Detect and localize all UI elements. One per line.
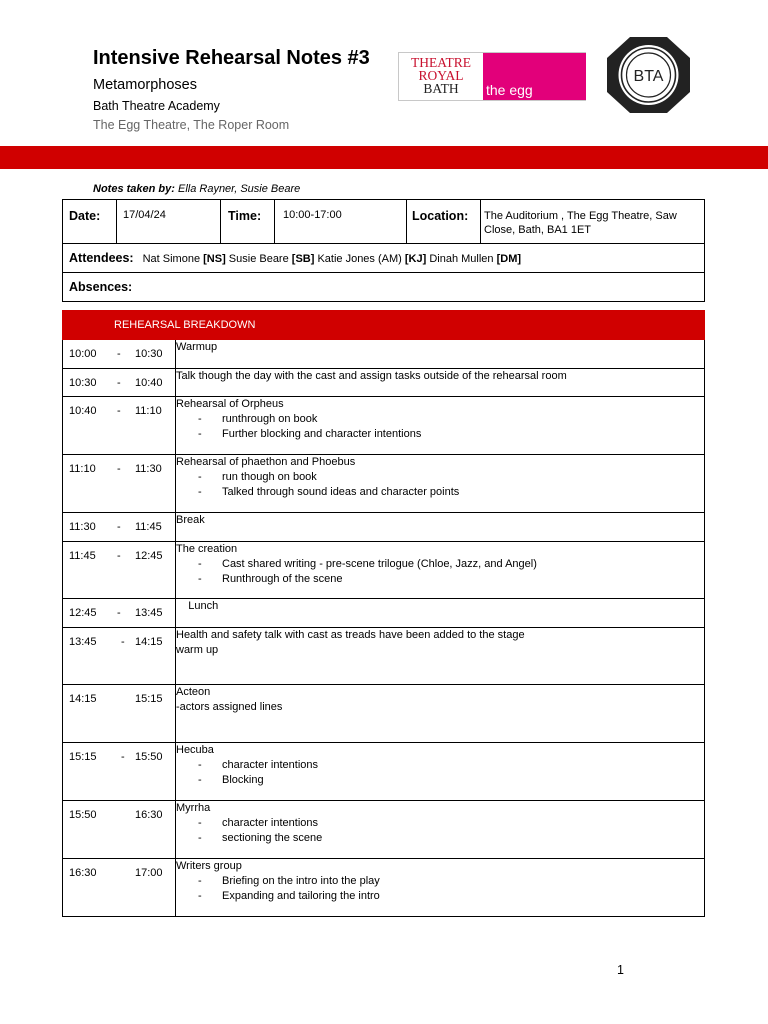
schedule-row	[63, 599, 705, 628]
location-label-cell	[407, 200, 481, 244]
bullet-text: runthrough on book	[222, 413, 318, 425]
time-label: Time:	[228, 209, 262, 223]
time-dash: -	[117, 405, 121, 417]
activity-text: warm up	[176, 644, 219, 656]
activity-text: Talk though the day with the cast and assign tasks outside of the rehearsal room	[176, 370, 567, 382]
activity-bullet	[176, 470, 704, 485]
time-cell	[63, 743, 176, 801]
production-name: Metamorphoses	[93, 77, 197, 93]
time-dash: -	[121, 636, 125, 648]
start-time: 10:00	[69, 348, 97, 360]
time-dash: -	[117, 521, 121, 533]
activity-cell	[176, 397, 705, 455]
activity-text: Warmup	[176, 341, 218, 353]
bullet-dash-icon: -	[198, 573, 202, 585]
start-time: 11:45	[69, 550, 96, 562]
end-time: 15:15	[135, 693, 163, 705]
time-cell	[63, 542, 176, 599]
schedule-row	[63, 369, 705, 397]
trb-wordmark	[399, 53, 483, 100]
trb-line1: THEATRE	[411, 55, 471, 70]
start-time: 15:15	[69, 751, 97, 763]
end-time: 11:30	[135, 463, 162, 475]
date-label-cell	[63, 200, 117, 244]
activity-bullet	[176, 427, 704, 442]
start-time: 15:50	[69, 809, 97, 821]
trb-line2: ROYAL	[418, 68, 464, 83]
attendees-label: Attendees:	[69, 251, 134, 265]
attendee-fragment: [SB]	[291, 253, 315, 265]
schedule-row	[63, 859, 705, 917]
activity-cell	[176, 743, 705, 801]
time-cell	[63, 859, 176, 917]
activity-bullet	[176, 773, 704, 788]
header-band	[0, 146, 768, 169]
date-value: 17/04/24	[123, 209, 166, 221]
bullet-text: Further blocking and character intentions	[222, 428, 422, 440]
schedule-row	[63, 628, 705, 685]
time-dash: -	[121, 751, 125, 763]
activity-bullet	[176, 572, 704, 587]
rehearsal-breakdown-table	[62, 310, 705, 917]
activity-text: Hecuba	[176, 744, 214, 756]
bullet-text: Expanding and tailoring the intro	[222, 890, 380, 902]
end-time: 11:45	[135, 521, 162, 533]
activity-cell	[176, 369, 705, 397]
time-cell	[63, 513, 176, 542]
location-value-cell	[481, 200, 705, 244]
attendees-cell	[63, 244, 705, 273]
activity-bullet	[176, 485, 704, 500]
bullet-text: character intentions	[222, 759, 318, 771]
activity-bullet	[176, 412, 704, 427]
bullet-dash-icon: -	[198, 759, 202, 771]
end-time: 14:15	[135, 636, 163, 648]
bullet-dash-icon: -	[198, 890, 202, 902]
schedule-row	[63, 397, 705, 455]
activity-text: -actors assigned lines	[176, 701, 283, 713]
activity-cell	[176, 513, 705, 542]
activity-text: Rehearsal of Orpheus	[176, 398, 284, 410]
notes-taken-by	[93, 183, 300, 195]
time-dash: -	[117, 348, 121, 360]
attendee-fragment: Dinah Mullen	[426, 253, 497, 265]
activity-text: The creation	[176, 543, 238, 555]
absences-label: Absences:	[69, 280, 133, 294]
time-cell	[63, 340, 176, 369]
location-value	[481, 200, 704, 237]
time-value: 10:00-17:00	[283, 209, 342, 221]
activity-text: Acteon	[176, 686, 211, 698]
start-time: 14:15	[69, 693, 97, 705]
absences-cell	[63, 273, 705, 302]
schedule-row	[63, 513, 705, 542]
activity-text: Myrrha	[176, 802, 211, 814]
bullet-dash-icon: -	[198, 832, 202, 844]
end-time: 11:10	[135, 405, 162, 417]
schedule-row	[63, 685, 705, 743]
bullet-dash-icon: -	[198, 817, 202, 829]
activity-cell	[176, 859, 705, 917]
bullet-text: character intentions	[222, 817, 318, 829]
attendee-fragment: Katie Jones (AM)	[314, 253, 405, 265]
meeting-info-table	[62, 199, 705, 302]
activity-text: Rehearsal of phaethon and Phoebus	[176, 456, 356, 468]
bullet-text: Cast shared writing - pre-scene trilogue (Chloe, Jazz, and Angel)	[222, 558, 537, 570]
bullet-text: Talked through sound ideas and character points	[222, 486, 460, 498]
location-line-1: The Auditorium , The Egg Theatre, Saw	[484, 210, 677, 222]
bullet-text: sectioning the scene	[222, 832, 323, 844]
activity-bullet	[176, 889, 704, 904]
activity-bullet	[176, 758, 704, 773]
activity-bullet	[176, 831, 704, 846]
activity-cell	[176, 542, 705, 599]
attendee-fragment: Susie Beare	[225, 253, 292, 265]
location-line-2: Close, Bath, BA1 1ET	[484, 224, 591, 236]
bullet-text: Briefing on the intro into the play	[222, 875, 380, 887]
activity-bullet	[176, 816, 704, 831]
activity-cell	[176, 340, 705, 369]
activity-cell	[176, 801, 705, 859]
activity-text: Writers group	[176, 860, 242, 872]
page-number: 1	[617, 963, 624, 977]
end-time: 12:45	[135, 550, 163, 562]
start-time: 16:30	[69, 867, 97, 879]
end-time: 10:30	[135, 348, 163, 360]
bullet-dash-icon: -	[198, 471, 202, 483]
date-label: Date:	[69, 209, 101, 223]
activity-cell	[176, 599, 705, 628]
bullet-text: run though on book	[222, 471, 317, 483]
schedule-row	[63, 340, 705, 369]
time-cell	[63, 628, 176, 685]
breakdown-header: REHEARSAL BREAKDOWN	[114, 319, 256, 331]
time-cell	[63, 369, 176, 397]
academy-name: Bath Theatre Academy	[93, 99, 220, 113]
bta-logo-text: BTA	[633, 68, 664, 85]
page-title: Intensive Rehearsal Notes #3	[93, 47, 370, 69]
activity-text: Break	[176, 514, 205, 526]
bullet-dash-icon: -	[198, 486, 202, 498]
activity-cell	[176, 685, 705, 743]
time-dash: -	[117, 607, 121, 619]
notes-taken-names: Ella Rayner, Susie Beare	[177, 183, 301, 195]
schedule-row	[63, 743, 705, 801]
time-cell	[63, 801, 176, 859]
attendee-fragment: Nat Simone	[142, 253, 204, 265]
time-cell	[63, 455, 176, 513]
start-time: 10:30	[69, 377, 97, 389]
start-time: 10:40	[69, 405, 97, 417]
end-time: 13:45	[135, 607, 163, 619]
time-dash: -	[117, 463, 121, 475]
the-egg-label: the egg	[486, 82, 533, 98]
start-time: 11:30	[69, 521, 96, 533]
time-dash: -	[117, 377, 121, 389]
time-cell	[63, 397, 176, 455]
end-time: 16:30	[135, 809, 163, 821]
activity-bullet	[176, 557, 704, 572]
trb-line3: BATH	[423, 81, 459, 96]
end-time: 15:50	[135, 751, 163, 763]
bullet-dash-icon: -	[198, 558, 202, 570]
bullet-dash-icon: -	[198, 875, 202, 887]
start-time: 12:45	[69, 607, 97, 619]
bullet-dash-icon: -	[198, 428, 202, 440]
schedule-row	[63, 542, 705, 599]
bullet-text: Runthrough of the scene	[222, 573, 343, 585]
start-time: 13:45	[69, 636, 97, 648]
attendee-list	[143, 253, 521, 265]
attendee-fragment: [KJ]	[404, 253, 427, 265]
time-cell	[63, 685, 176, 743]
attendee-fragment: [DM]	[496, 253, 522, 265]
time-label-cell	[221, 200, 275, 244]
breakdown-header-cell	[63, 311, 705, 340]
breakdown-header-row	[63, 311, 705, 340]
time-cell	[63, 599, 176, 628]
activity-text: Lunch	[176, 600, 219, 612]
end-time: 17:00	[135, 867, 163, 879]
the-egg-panel	[483, 53, 586, 100]
start-time: 11:10	[69, 463, 96, 475]
end-time: 10:40	[135, 377, 163, 389]
activity-cell	[176, 455, 705, 513]
theatre-royal-bath-logo	[398, 52, 586, 101]
time-dash: -	[117, 550, 121, 562]
schedule-row	[63, 801, 705, 859]
location-label: Location:	[412, 209, 469, 223]
bullet-dash-icon: -	[198, 774, 202, 786]
activity-text: Health and safety talk with cast as treads have been added to the stage	[176, 629, 525, 641]
date-value-cell	[117, 200, 221, 244]
attendee-fragment: [NS]	[203, 253, 226, 265]
venue-name: The Egg Theatre, The Roper Room	[93, 118, 290, 132]
bullet-dash-icon: -	[198, 413, 202, 425]
notes-taken-label: Notes taken by:	[93, 183, 175, 195]
bta-logo-icon	[606, 36, 691, 114]
bullet-text: Blocking	[222, 774, 264, 786]
schedule-row	[63, 455, 705, 513]
activity-bullet	[176, 874, 704, 889]
activity-cell	[176, 628, 705, 685]
time-value-cell	[275, 200, 407, 244]
